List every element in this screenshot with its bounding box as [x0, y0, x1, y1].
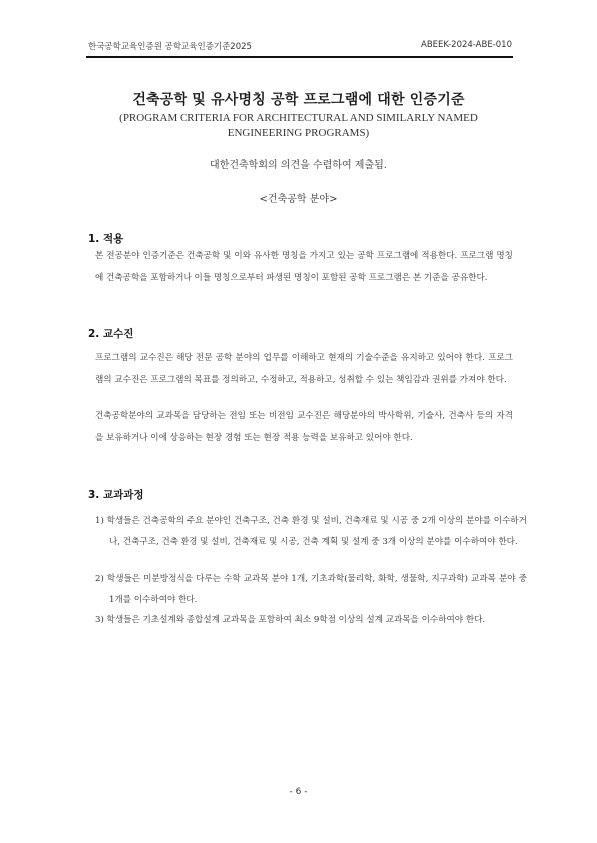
list-item: 1) 학생들은 건축공학의 주요 분야인 건축구조, 건축 환경 및 설비, 건축재료 및 시공 중 2개 이상의 분야를 이수하거나, 건축구조, 건축 환경 및 설비, 건축재료 및 시공, 건축 계획 및 설계 중 3개 이상의 분야를 이수하여야 한다.	[95, 516, 527, 547]
header-document-code: ABEEK-2024-ABE-010	[421, 40, 512, 50]
section-heading-faculty: 2. 교수진	[88, 328, 134, 340]
document-subtitle: (PROGRAM CRITERIA FOR ARCHITECTURAL AND SIMILARLY NAMED ENGINEERING PROGRAMS)	[119, 112, 478, 139]
list-item: 3) 학생들은 기초설계와 종합설계 교과목을 포함하여 최소 9학점 이상의 설계 교과목을 이수하여야 한다.	[95, 615, 486, 625]
header-organization: 한국공학교육인증원 공학교육인증기준2025	[88, 42, 252, 52]
header-divider	[86, 56, 513, 58]
document-title: 건축공학 및 유사명칭 공학 프로그램에 대한 인증기준	[132, 92, 465, 108]
section-heading-application: 1. 적용	[88, 233, 124, 245]
submission-note: 대한건축학회의 의견을 수렴하여 제출됨.	[210, 160, 387, 171]
list-item: 2) 학생들은 미분방정식을 다루는 수학 교과목 분야 1개, 기초과학(물리학, 화학, 생물학, 지구과학) 교과목 분야 중 1개를 이수하여야 한다.	[95, 574, 527, 605]
section-paragraph: 건축공학분야의 교과목을 담당하는 전임 또는 비전임 교수진은 해당분야의 박사학위, 기술사, 건축사 등의 자격을 보유하거나 이에 상응하는 현장 경험 또는 현장 적용 능력을 보유하고 있어야 한다.	[95, 411, 513, 443]
section-paragraph: 본 전공분야 인증기준은 건축공학 및 이와 유사한 명칭을 가지고 있는 공학 프로그램에 적용한다. 프로그램 명칭에 건축공학을 포함하거나 이들 명칭으로부터 파생된 명칭이 포함된 공학 프로그램은 본 기준을 공유한다.	[95, 251, 513, 283]
field-label: <건축공학 분야>	[259, 194, 338, 205]
section-heading-curriculum: 3. 교과과정	[88, 489, 144, 501]
section-paragraph: 프로그램의 교수진은 해당 전문 공학 분야의 업무를 이해하고 현재의 기술수준을 유지하고 있어야 한다. 프로그램의 교수진은 프로그램의 목표를 정의하고, 수정하고, 적용하고, 성취할 수 있는 책임감과 권위를 가져야 한다.	[95, 353, 513, 385]
page-number: - 6 -	[289, 787, 308, 797]
